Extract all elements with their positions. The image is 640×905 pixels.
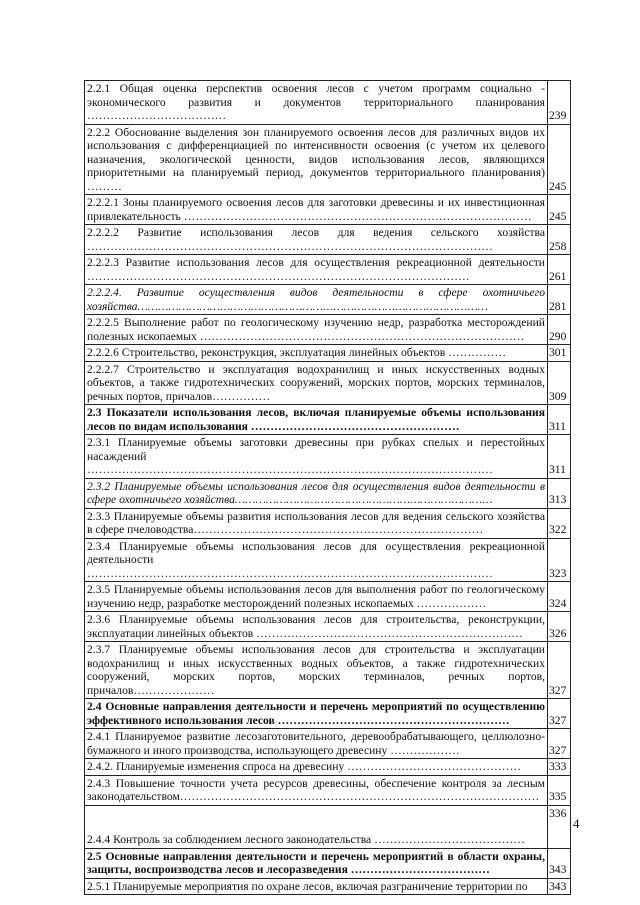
toc-row xyxy=(85,848,571,878)
toc-entry-text: 2.3 Показатели использования лесов, включая планируемые объемы использования лесов по видам использования ……………………………………………… xyxy=(85,405,548,435)
toc-entry-page: 343 xyxy=(548,848,571,878)
toc-entry-page: 309 xyxy=(548,361,571,405)
toc-entry-page: 327 xyxy=(548,699,571,729)
toc-entry-text: 2.3.6 Планируемые объемы использования лесов для строительства, реконструкции, эксплуатации линейных объектов …………………………………………………………… xyxy=(85,612,548,642)
toc-entry-page: 311 xyxy=(548,405,571,435)
toc-row xyxy=(85,508,571,538)
toc-entry-page: 326 xyxy=(548,612,571,642)
toc-row xyxy=(85,642,571,699)
toc-entry-page: 311 xyxy=(548,435,571,479)
toc-entry-text: 2.2.2.1 Зоны планируемого освоения лесов для заготовки древесины и их инвестиционная привлекательность ……………………………………………………………………………… xyxy=(85,195,548,225)
toc-row xyxy=(85,538,571,582)
toc-entry-text: 2.4 Основные направления деятельности и перечень мероприятий по осуществлению эффективного использования лесов …………………………………………………… xyxy=(85,699,548,729)
toc-row xyxy=(85,405,571,435)
toc-row xyxy=(85,124,571,195)
toc-entry-page: 323 xyxy=(548,538,571,582)
toc-entry-page: 301 xyxy=(548,345,571,362)
toc-row xyxy=(85,285,571,315)
toc-entry-text: 2.2.2.5 Выполнение работ по геологическому изучению недр, разработка месторождений полезных ископаемых ………………………………………………………………………… xyxy=(85,315,548,345)
toc-entry-page: 245 xyxy=(548,124,571,195)
toc-entry-text: 2.2.1 Общая оценка перспектив освоения лесов с учетом программ социально - экономического развития и документов территориального планирования ……………………………… xyxy=(85,81,548,125)
toc-row xyxy=(85,878,571,895)
toc-row xyxy=(85,315,571,345)
toc-entry-text: 2.2.2.7 Строительство и эксплуатация водохранилищ и иных искусственных водных объектов, а также гидротехнических сооружений, морских портов, морских терминалов, речных портов, причалов…………… xyxy=(85,361,548,405)
toc-entry-text: 2.3.4 Планируемые объемы использования лесов для осуществления рекреационной деятельности …………………………………………………………………………………………… xyxy=(85,538,548,582)
toc-entry-text: 2.4.4 Контроль за соблюдением лесного законодательства ………………………………… xyxy=(85,805,548,848)
toc-entry-page: 261 xyxy=(548,255,571,285)
toc-entry-text: 2.3.2 Планируемые объемы использования лесов для осуществления видов деятельности в сфере охотничьего хозяйства………………………………………………………………… xyxy=(85,478,548,508)
toc-row xyxy=(85,759,571,776)
toc-entry-page: 290 xyxy=(548,315,571,345)
toc-row xyxy=(85,612,571,642)
toc-entry-page: 281 xyxy=(548,285,571,315)
toc-row xyxy=(85,775,571,805)
toc-entry-text: 2.2.2.2 Развитие использования лесов для ведения сельского хозяйства …………………………………………………………………………………………… xyxy=(85,225,548,255)
toc-row xyxy=(85,729,571,759)
toc-body xyxy=(85,81,571,895)
toc-row xyxy=(85,435,571,479)
toc-entry-text: 2.4.2. Планируемые изменения спроса на древесину ……………………………………… xyxy=(85,759,548,776)
toc-entry-text: 2.2.2.6 Строительство, реконструкция, эксплуатация линейных объектов …………… xyxy=(85,345,548,362)
toc-row xyxy=(85,582,571,612)
toc-entry-text: 2.5 Основные направления деятельности и перечень мероприятий в области охраны, защиты, воспроизводства лесов и лесоразведения ……………………………… xyxy=(85,848,548,878)
toc-entry-text: 2.3.3 Планируемые объемы развития использования лесов для ведения сельского хозяйства в сфере пчеловодства………………………………………………………………… xyxy=(85,508,548,538)
toc-row xyxy=(85,195,571,225)
toc-row xyxy=(85,225,571,255)
toc-entry-page: 322 xyxy=(548,508,571,538)
toc-entry-page: 327 xyxy=(548,642,571,699)
toc-row xyxy=(85,361,571,405)
toc-row xyxy=(85,81,571,125)
toc-row xyxy=(85,255,571,285)
toc-entry-text: 2.3.7 Планируемые объемы использования лесов для строительства и эксплуатации водохранилищ и иных искусственных водных объектов, а также гидротехнических сооружений, морских портов, морских терминалов, речных портов, причалов………………… xyxy=(85,642,548,699)
toc-entry-text: 2.4.3 Повышение точности учета ресурсов древесины, обеспечение контроля за лесным законодательством………………………………………………………………………………… xyxy=(85,775,548,805)
toc-entry-page: 336 xyxy=(548,805,571,848)
toc-entry-page: 333 xyxy=(548,759,571,776)
toc-entry-page: 239 xyxy=(548,81,571,125)
toc-entry-page: 313 xyxy=(548,478,571,508)
toc-entry-text: 2.5.1 Планируемые мероприятия по охране лесов, включая разграничение территории по xyxy=(85,878,548,895)
toc-entry-page: 343 xyxy=(548,878,571,895)
table-of-contents xyxy=(84,80,571,895)
toc-entry-text: 2.3.5 Планируемые объемы использования лесов для выполнения работ по геологическому изучению недр, разработке месторождений полезных ископаемых ……………… xyxy=(85,582,548,612)
toc-entry-text: 2.4.1 Планируемое развитие лесозаготовительного, деревообрабатывающего, целлюлозно-бумажного и иного производства, использующего древесину ……………… xyxy=(85,729,548,759)
toc-entry-text: 2.2.2.4. Развитие осуществления видов деятельности в сфере охотничьего хозяйства………………………………………………………………………………………… xyxy=(85,285,548,315)
toc-row xyxy=(85,345,571,362)
toc-entry-page: 324 xyxy=(548,582,571,612)
toc-entry-page: 258 xyxy=(548,225,571,255)
page-number: 4 xyxy=(573,816,580,831)
toc-entry-text: 2.3.1 Планируемые объемы заготовки древесины при рубках спелых и перестойных насаждений …………………………………………………………………………………………… xyxy=(85,435,548,479)
toc-row xyxy=(85,699,571,729)
toc-entry-page: 327 xyxy=(548,729,571,759)
toc-entry-text: 2.2.2.3 Развитие использования лесов для осуществления рекреационной деятельности ……………………………………………………………………………………… xyxy=(85,255,548,285)
toc-row xyxy=(85,478,571,508)
toc-row xyxy=(85,805,571,848)
toc-entry-page: 245 xyxy=(548,195,571,225)
toc-entry-text: 2.2.2 Обоснование выделения зон планируемого освоения лесов для различных видов их использования с дифференциацией по интенсивности освоения (с учетом их целевого назначения, экологической ценности, видов использования лесов, являющихся приоритетными на планируемый период, документов территориального планирования) ……… xyxy=(85,124,548,195)
toc-entry-page: 335 xyxy=(548,775,571,805)
